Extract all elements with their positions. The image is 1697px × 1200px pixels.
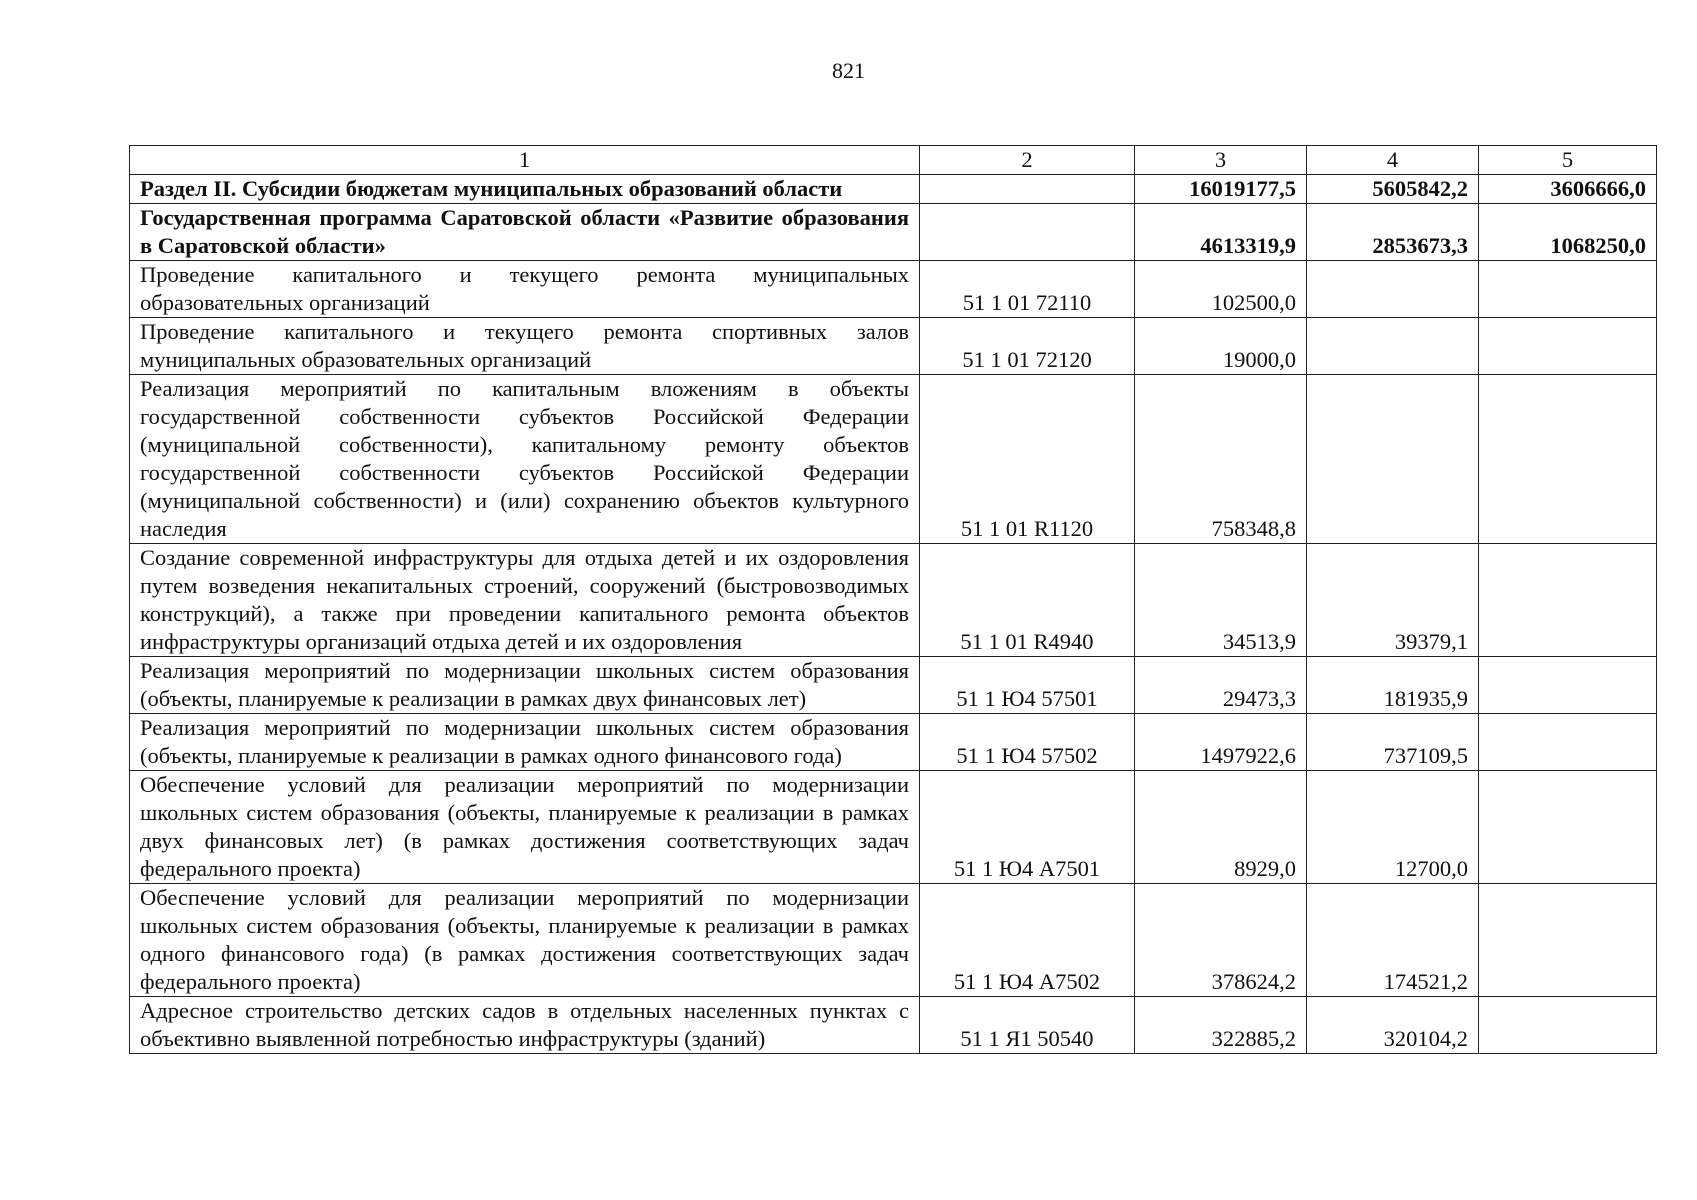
row-code: 51 1 01 72110 xyxy=(920,261,1135,318)
row-value-col5 xyxy=(1479,884,1657,997)
row-description: Реализация мероприятий по модернизации школьных систем образования (объекты, планируемые к реализации в рамках одного финансового года) xyxy=(130,714,920,771)
table-row xyxy=(130,261,1657,318)
row-value-col3: 1497922,6 xyxy=(1135,714,1307,771)
row-value-col5 xyxy=(1479,318,1657,375)
table-row xyxy=(130,884,1657,997)
column-number: 4 xyxy=(1307,146,1479,175)
row-description: Адресное строительство детских садов в отдельных населенных пунктах с объективно выявленной потребностью инфраструктуры (зданий) xyxy=(130,997,920,1054)
row-value-col5 xyxy=(1479,261,1657,318)
column-number: 3 xyxy=(1135,146,1307,175)
row-value-col4: 320104,2 xyxy=(1307,997,1479,1054)
row-value-col3: 34513,9 xyxy=(1135,544,1307,657)
row-value-col3: 102500,0 xyxy=(1135,261,1307,318)
row-description: Реализация мероприятий по капитальным вложениям в объекты государственной собственности субъектов Российской Федерации (муниципальной собственности), капитальному ремонту объектов государственной собственности субъектов Российской Федерации (муниципальной собственности) и (или) сохранению объектов культурного наследия xyxy=(130,375,920,544)
row-code: 51 1 Я1 50540 xyxy=(920,997,1135,1054)
row-value-col3: 322885,2 xyxy=(1135,997,1307,1054)
table-row xyxy=(130,318,1657,375)
program-row xyxy=(130,204,1657,261)
column-number: 2 xyxy=(920,146,1135,175)
row-code: 51 1 Ю4 А7502 xyxy=(920,884,1135,997)
section-row xyxy=(130,175,1657,204)
table-row xyxy=(130,544,1657,657)
row-description: Создание современной инфраструктуры для отдыха детей и их оздоровления путем возведения некапитальных строений, сооружений (быстровозводимых конструкций), а также при проведении капитального ремонта объектов инфраструктуры организаций отдыха детей и их оздоровления xyxy=(130,544,920,657)
row-value-col4: 5605842,2 xyxy=(1307,175,1479,204)
row-value-col4 xyxy=(1307,261,1479,318)
table-row xyxy=(130,657,1657,714)
table-row xyxy=(130,714,1657,771)
row-description: Государственная программа Саратовской области «Развитие образования в Саратовской области» xyxy=(130,204,920,261)
row-description: Реализация мероприятий по модернизации школьных систем образования (объекты, планируемые к реализации в рамках двух финансовых лет) xyxy=(130,657,920,714)
row-value-col4: 181935,9 xyxy=(1307,657,1479,714)
row-description: Обеспечение условий для реализации мероприятий по модернизации школьных систем образования (объекты, планируемые к реализации в рамках одного финансового года) (в рамках достижения соответствующих задач федерального проекта) xyxy=(130,884,920,997)
row-value-col5 xyxy=(1479,997,1657,1054)
row-value-col3: 4613319,9 xyxy=(1135,204,1307,261)
budget-table xyxy=(129,145,1657,1054)
row-value-col3: 378624,2 xyxy=(1135,884,1307,997)
row-value-col3: 758348,8 xyxy=(1135,375,1307,544)
row-code xyxy=(920,204,1135,261)
row-value-col5 xyxy=(1479,714,1657,771)
row-value-col4: 12700,0 xyxy=(1307,771,1479,884)
row-value-col5: 1068250,0 xyxy=(1479,204,1657,261)
row-description: Проведение капитального и текущего ремонта спортивных залов муниципальных образовательных организаций xyxy=(130,318,920,375)
row-value-col4: 2853673,3 xyxy=(1307,204,1479,261)
page-number: 821 xyxy=(832,58,865,83)
row-value-col3: 16019177,5 xyxy=(1135,175,1307,204)
row-value-col5 xyxy=(1479,657,1657,714)
row-value-col4 xyxy=(1307,318,1479,375)
row-value-col3: 19000,0 xyxy=(1135,318,1307,375)
row-code: 51 1 01 R4940 xyxy=(920,544,1135,657)
row-value-col4: 174521,2 xyxy=(1307,884,1479,997)
row-description: Раздел II. Субсидии бюджетам муниципальных образований области xyxy=(130,175,920,204)
row-value-col5 xyxy=(1479,375,1657,544)
row-code: 51 1 Ю4 57502 xyxy=(920,714,1135,771)
column-number: 1 xyxy=(130,146,920,175)
row-value-col3: 8929,0 xyxy=(1135,771,1307,884)
row-value-col5 xyxy=(1479,544,1657,657)
row-value-col3: 29473,3 xyxy=(1135,657,1307,714)
row-value-col5: 3606666,0 xyxy=(1479,175,1657,204)
row-code: 51 1 01 R1120 xyxy=(920,375,1135,544)
row-code xyxy=(920,175,1135,204)
row-description: Обеспечение условий для реализации мероприятий по модернизации школьных систем образования (объекты, планируемые к реализации в рамках двух финансовых лет) (в рамках достижения соответствующих задач федерального проекта) xyxy=(130,771,920,884)
row-value-col5 xyxy=(1479,771,1657,884)
column-number: 5 xyxy=(1479,146,1657,175)
row-code: 51 1 Ю4 А7501 xyxy=(920,771,1135,884)
row-code: 51 1 Ю4 57501 xyxy=(920,657,1135,714)
row-value-col4: 737109,5 xyxy=(1307,714,1479,771)
table-row xyxy=(130,771,1657,884)
column-number-row xyxy=(130,146,1657,175)
row-code: 51 1 01 72120 xyxy=(920,318,1135,375)
row-value-col4: 39379,1 xyxy=(1307,544,1479,657)
table-row xyxy=(130,375,1657,544)
table-row xyxy=(130,997,1657,1054)
row-description: Проведение капитального и текущего ремонта муниципальных образовательных организаций xyxy=(130,261,920,318)
row-value-col4 xyxy=(1307,375,1479,544)
